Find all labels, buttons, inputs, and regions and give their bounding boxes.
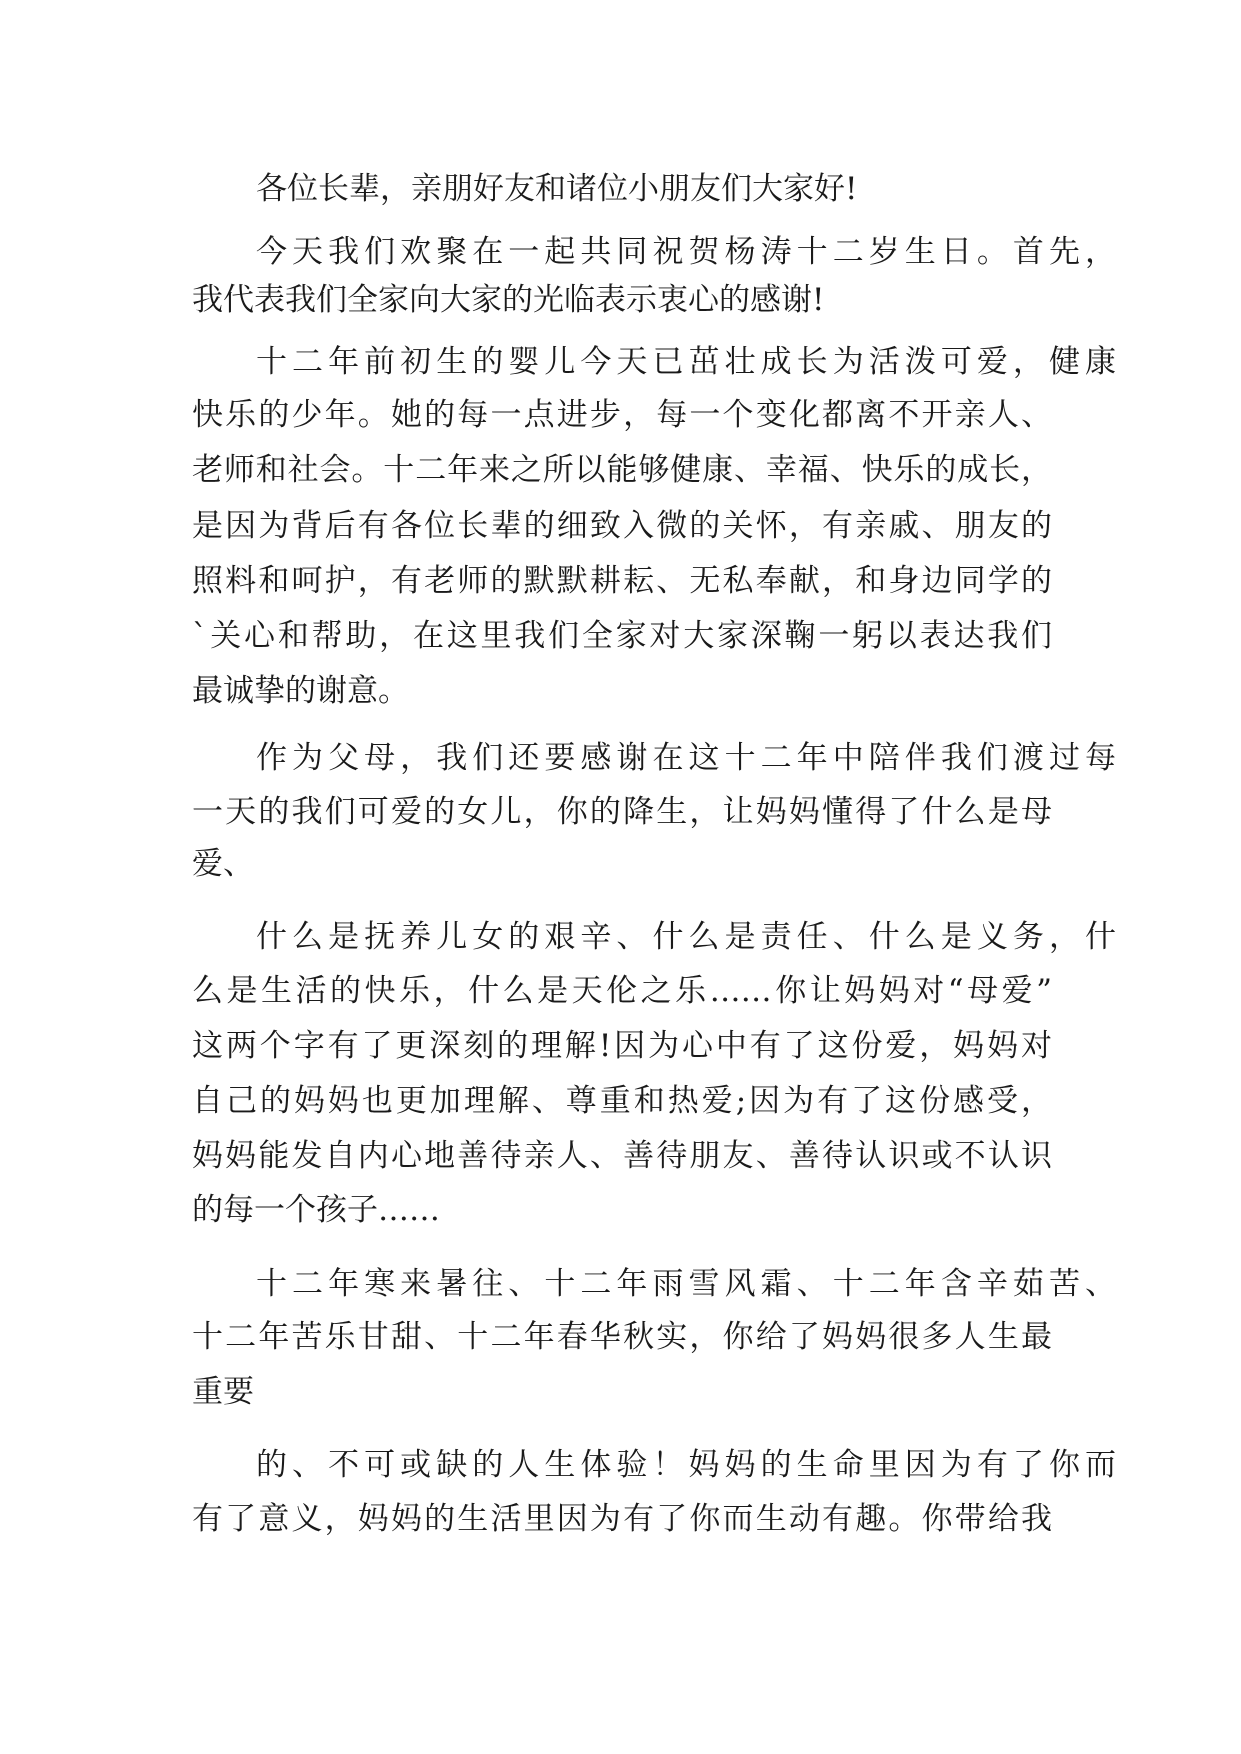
paragraph-line: 十二年苦乐甘甜、十二年春华秋实，你给了妈妈很多人生最: [192, 1319, 1052, 1355]
paragraph-line: 今天我们欢聚在一起共同祝贺杨涛十二岁生日。首先，: [256, 234, 1116, 270]
paragraph-line: 老师和社会。十二年来之所以能够健康、幸福、快乐的成长，: [192, 452, 1052, 488]
paragraph-line: 么是生活的快乐，什么是天伦之乐……你让妈妈对“母爱”: [192, 973, 1052, 1009]
paragraph-line: 是因为背后有各位长辈的细致入微的关怀，有亲戚、朋友的: [192, 508, 1052, 544]
paragraph-line: 妈妈能发自内心地善待亲人、善待朋友、善待认识或不认识: [192, 1138, 1052, 1174]
paragraph-line: 最诚挚的谢意。: [192, 673, 409, 709]
paragraph-line: 重要: [192, 1374, 254, 1410]
paragraph-line: 作为父母，我们还要感谢在这十二年中陪伴我们渡过每: [256, 740, 1116, 776]
paragraph-line: 自己的妈妈也更加理解、尊重和热爱;因为有了这份感受，: [192, 1083, 1052, 1119]
paragraph-line: 的每一个孩子……: [192, 1192, 440, 1228]
paragraph-line: 这两个字有了更深刻的理解!因为心中有了这份爱，妈妈对: [192, 1028, 1052, 1064]
paragraph-line: `关心和帮助，在这里我们全家对大家深鞠一躬以表达我们: [192, 618, 1052, 654]
paragraph-line: 十二年前初生的婴儿今天已茁壮成长为活泼可爱，健康: [256, 344, 1116, 380]
paragraph-line: 照料和呵护，有老师的默默耕耘、无私奉献，和身边同学的: [192, 563, 1052, 599]
paragraph-line: 各位长辈，亲朋好友和诸位小朋友们大家好!: [256, 171, 858, 207]
paragraph-line: 爱、: [192, 846, 254, 882]
paragraph-line: 有了意义，妈妈的生活里因为有了你而生动有趣。你带给我: [192, 1501, 1052, 1537]
paragraph-line: 什么是抚养儿女的艰辛、什么是责任、什么是义务，什: [256, 919, 1116, 955]
paragraph-line: 十二年寒来暑往、十二年雨雪风霜、十二年含辛茹苦、: [256, 1266, 1116, 1302]
paragraph-line: 的、不可或缺的人生体验！妈妈的生命里因为有了你而: [256, 1447, 1116, 1483]
paragraph-line: 我代表我们全家向大家的光临表示衷心的感谢!: [192, 282, 825, 318]
paragraph-line: 一天的我们可爱的女儿，你的降生，让妈妈懂得了什么是母: [192, 794, 1052, 830]
paragraph-line: 快乐的少年。她的每一点进步，每一个变化都离不开亲人、: [192, 397, 1052, 433]
